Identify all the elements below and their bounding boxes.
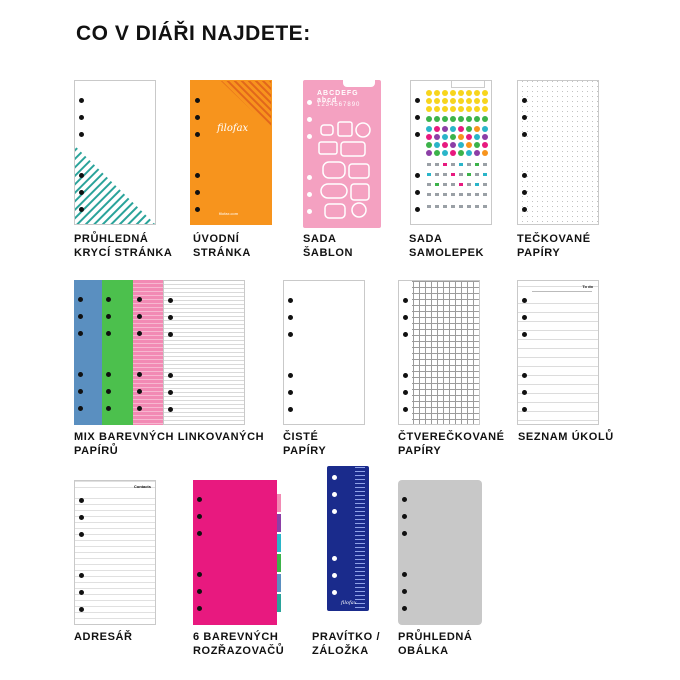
contacts-heading: Contacts [133, 484, 151, 489]
clear-envelope-label: PRŮHLEDNÁ OBÁLKA [398, 631, 473, 657]
brand-logo: filofax [217, 123, 249, 134]
sticker-set-thumbnail [410, 80, 492, 225]
dividers-thumbnail [193, 480, 283, 625]
footer-text: filofax.com [219, 211, 239, 216]
page-title: CO V DIÁŘI NAJDETE: [76, 22, 311, 45]
cover-sheet-thumbnail [74, 80, 156, 225]
stencil-letters: ABCDEFG abcd [317, 90, 359, 104]
todo-list-thumbnail [517, 280, 599, 425]
address-book-label: ADRESÁŘ [74, 631, 133, 643]
intro-page-thumbnail [190, 80, 272, 225]
ruler-bookmark-label: PRAVÍTKO / ZÁLOŽKA [312, 631, 381, 657]
sticker-set-label: SADA SAMOLEPEK [409, 233, 485, 259]
intro-page-label: ÚVODNÍ STRÁNKA [193, 233, 251, 259]
stencil-digits: 1234567890 [317, 102, 361, 108]
dotted-paper-label: TEČKOVANÉ PAPÍRY [517, 233, 591, 259]
squared-paper-label: ČTVEREČKOVANÉ PAPÍRY [398, 431, 505, 457]
stencil-set-thumbnail [303, 80, 381, 228]
dotted-paper-thumbnail [517, 80, 599, 225]
address-book-thumbnail [74, 480, 156, 625]
todo-list-label: SEZNAM ÚKOLŮ [518, 431, 614, 443]
mixed-ruled-paper-white [163, 280, 245, 425]
plain-paper-label: ČISTÉ PAPÍRY [283, 431, 327, 457]
cover-sheet-label: PRŮHLEDNÁ KRYCÍ STRÁNKA [74, 233, 173, 259]
todo-heading: To do [582, 284, 593, 289]
squared-paper-thumbnail [398, 280, 480, 425]
dividers-label: 6 BAREVNÝCH ROZŘAZOVAČŮ [193, 631, 285, 657]
ruler-brand: filofax [341, 600, 357, 606]
ruler-bookmark-thumbnail [327, 466, 369, 611]
plain-paper-thumbnail [283, 280, 365, 425]
clear-envelope-thumbnail [398, 480, 482, 625]
mixed-ruled-paper-label: MIX BAREVNÝCH LINKOVANÝCH PAPÍRŮ [74, 431, 265, 457]
stencil-set-label: SADA ŠABLON [303, 233, 354, 259]
